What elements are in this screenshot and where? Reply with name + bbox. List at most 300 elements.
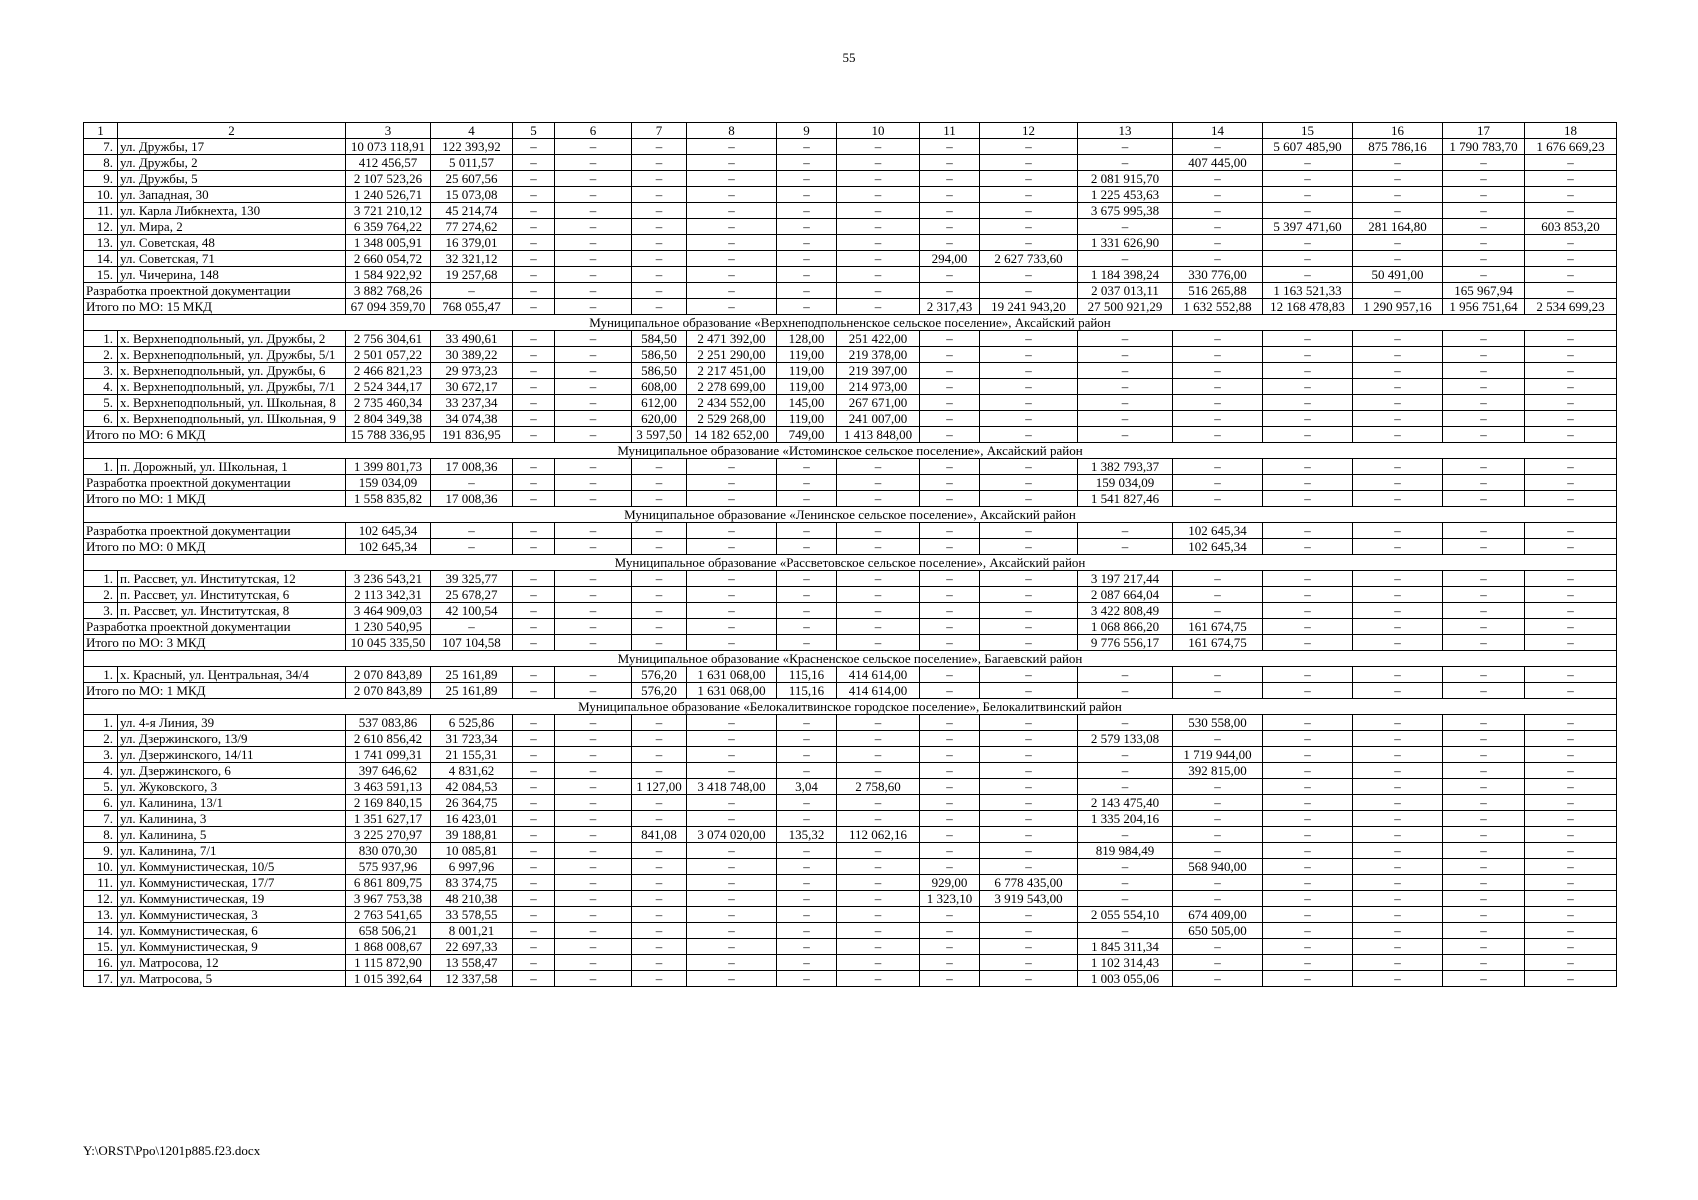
- table-cell: 26 364,75: [431, 795, 513, 811]
- table-cell: –: [1263, 491, 1353, 507]
- table-cell: –: [837, 715, 920, 731]
- table-cell: 2 524 344,17: [346, 379, 431, 395]
- table-cell: –: [632, 747, 687, 763]
- column-header: 18: [1525, 123, 1617, 139]
- table-cell: 2 143 475,40: [1078, 795, 1173, 811]
- table-cell: –: [980, 347, 1078, 363]
- table-cell: –: [777, 235, 837, 251]
- table-cell: –: [837, 539, 920, 555]
- table-cell: 159 034,09: [1078, 475, 1173, 491]
- table-cell: –: [837, 299, 920, 315]
- summary-row: [84, 523, 1617, 539]
- table-cell: –: [1525, 475, 1617, 491]
- table-cell: –: [980, 235, 1078, 251]
- row-number: 3.: [84, 747, 118, 763]
- table-cell: –: [513, 843, 555, 859]
- table-cell: –: [555, 251, 632, 267]
- table-cell: –: [1263, 523, 1353, 539]
- table-cell: –: [920, 939, 980, 955]
- address-cell: х. Верхнеподпольный, ул. Школьная, 8: [118, 395, 346, 411]
- table-cell: –: [1078, 779, 1173, 795]
- table-row: [84, 139, 1617, 155]
- table-cell: –: [555, 395, 632, 411]
- table-cell: –: [1525, 155, 1617, 171]
- table-cell: 1 003 055,06: [1078, 971, 1173, 987]
- table-cell: 13 558,47: [431, 955, 513, 971]
- row-label: Итого по МО: 1 МКД: [84, 683, 346, 699]
- table-cell: –: [837, 587, 920, 603]
- table-cell: 19 257,68: [431, 267, 513, 283]
- table-cell: 31 723,34: [431, 731, 513, 747]
- table-cell: –: [1078, 139, 1173, 155]
- row-label: Разработка проектной документации: [84, 475, 346, 491]
- table-cell: 2 217 451,00: [687, 363, 777, 379]
- table-cell: 1 184 398,24: [1078, 267, 1173, 283]
- table-cell: –: [1353, 939, 1443, 955]
- table-cell: –: [1525, 459, 1617, 475]
- row-number: 11.: [84, 875, 118, 891]
- table-cell: –: [687, 171, 777, 187]
- column-header: 14: [1173, 123, 1263, 139]
- table-cell: –: [1173, 171, 1263, 187]
- table-cell: –: [1525, 747, 1617, 763]
- table-cell: –: [632, 571, 687, 587]
- table-cell: –: [920, 795, 980, 811]
- table-cell: –: [632, 171, 687, 187]
- row-number: 1.: [84, 667, 118, 683]
- row-number: 1.: [84, 715, 118, 731]
- table-cell: –: [980, 619, 1078, 635]
- table-cell: –: [1173, 571, 1263, 587]
- table-cell: –: [1173, 779, 1263, 795]
- table-cell: –: [687, 235, 777, 251]
- table-cell: –: [777, 795, 837, 811]
- row-number: 16.: [84, 955, 118, 971]
- table-cell: –: [632, 763, 687, 779]
- table-cell: –: [1078, 827, 1173, 843]
- table-cell: –: [555, 795, 632, 811]
- table-cell: –: [1443, 955, 1525, 971]
- table-cell: –: [1173, 395, 1263, 411]
- table-cell: –: [1353, 523, 1443, 539]
- table-cell: –: [555, 763, 632, 779]
- table-cell: –: [513, 955, 555, 971]
- table-cell: 1 351 627,17: [346, 811, 431, 827]
- table-cell: 2 169 840,15: [346, 795, 431, 811]
- table-cell: 2 501 057,22: [346, 347, 431, 363]
- table-cell: –: [513, 379, 555, 395]
- table-cell: –: [1173, 811, 1263, 827]
- column-header: 17: [1443, 123, 1525, 139]
- table-cell: –: [632, 923, 687, 939]
- table-cell: –: [1353, 731, 1443, 747]
- table-cell: 1 631 068,00: [687, 683, 777, 699]
- table-cell: –: [632, 955, 687, 971]
- section-title: Муниципальное образование «Красненское сельское поселение», Багаевский район: [84, 651, 1617, 667]
- table-cell: –: [1525, 251, 1617, 267]
- table-cell: –: [555, 955, 632, 971]
- table-cell: –: [777, 139, 837, 155]
- table-cell: –: [1525, 827, 1617, 843]
- table-cell: –: [687, 971, 777, 987]
- table-cell: –: [1078, 155, 1173, 171]
- table-cell: –: [1078, 875, 1173, 891]
- table-cell: –: [777, 811, 837, 827]
- table-cell: 6 861 809,75: [346, 875, 431, 891]
- table-cell: –: [513, 971, 555, 987]
- table-cell: 584,50: [632, 331, 687, 347]
- table-cell: –: [687, 491, 777, 507]
- table-cell: –: [1525, 539, 1617, 555]
- address-cell: ул. Коммунистическая, 17/7: [118, 875, 346, 891]
- table-cell: –: [980, 203, 1078, 219]
- table-cell: –: [777, 955, 837, 971]
- table-cell: –: [513, 667, 555, 683]
- row-label: Итого по МО: 15 МКД: [84, 299, 346, 315]
- table-cell: –: [777, 619, 837, 635]
- address-cell: п. Рассвет, ул. Институтская, 6: [118, 587, 346, 603]
- table-cell: 612,00: [632, 395, 687, 411]
- table-cell: –: [632, 235, 687, 251]
- address-cell: х. Верхнеподпольный, ул. Школьная, 9: [118, 411, 346, 427]
- table-cell: 620,00: [632, 411, 687, 427]
- table-cell: –: [1173, 331, 1263, 347]
- table-row: [84, 811, 1617, 827]
- row-label: Итого по МО: 6 МКД: [84, 427, 346, 443]
- table-cell: –: [777, 587, 837, 603]
- table-cell: –: [1173, 939, 1263, 955]
- table-cell: –: [980, 267, 1078, 283]
- table-cell: –: [980, 139, 1078, 155]
- table-cell: –: [980, 971, 1078, 987]
- table-row: [84, 235, 1617, 251]
- table-cell: –: [920, 811, 980, 827]
- table-cell: –: [632, 155, 687, 171]
- table-cell: –: [1263, 683, 1353, 699]
- row-number: 9.: [84, 843, 118, 859]
- table-cell: –: [1353, 603, 1443, 619]
- table-cell: 161 674,75: [1173, 635, 1263, 651]
- table-cell: –: [632, 219, 687, 235]
- summary-row: [84, 283, 1617, 299]
- table-cell: –: [1525, 491, 1617, 507]
- table-cell: 819 984,49: [1078, 843, 1173, 859]
- table-cell: –: [687, 763, 777, 779]
- table-cell: –: [1443, 683, 1525, 699]
- table-row: [84, 411, 1617, 427]
- address-cell: х. Верхнеподпольный, ул. Дружбы, 2: [118, 331, 346, 347]
- table-cell: –: [1173, 411, 1263, 427]
- table-cell: –: [555, 939, 632, 955]
- table-cell: 2 471 392,00: [687, 331, 777, 347]
- table-cell: –: [1078, 763, 1173, 779]
- table-row: [84, 187, 1617, 203]
- table-cell: 19 241 943,20: [980, 299, 1078, 315]
- table-cell: –: [1263, 251, 1353, 267]
- table-cell: –: [555, 859, 632, 875]
- table-row: [84, 331, 1617, 347]
- table-cell: –: [1353, 187, 1443, 203]
- table-cell: –: [1263, 571, 1353, 587]
- table-cell: 21 155,31: [431, 747, 513, 763]
- table-cell: –: [1173, 235, 1263, 251]
- table-row: [84, 203, 1617, 219]
- table-cell: –: [513, 267, 555, 283]
- table-cell: 45 214,74: [431, 203, 513, 219]
- table-cell: –: [980, 779, 1078, 795]
- table-cell: 2 660 054,72: [346, 251, 431, 267]
- table-cell: 159 034,09: [346, 475, 431, 491]
- address-cell: п. Дорожный, ул. Школьная, 1: [118, 459, 346, 475]
- table-cell: –: [1443, 251, 1525, 267]
- table-cell: –: [1525, 715, 1617, 731]
- table-cell: –: [920, 219, 980, 235]
- table-row: [84, 955, 1617, 971]
- table-cell: 407 445,00: [1173, 155, 1263, 171]
- table-cell: –: [1263, 171, 1353, 187]
- table-cell: –: [920, 587, 980, 603]
- address-cell: ул. Калинина, 13/1: [118, 795, 346, 811]
- table-cell: –: [1263, 187, 1353, 203]
- table-cell: 77 274,62: [431, 219, 513, 235]
- table-cell: –: [1525, 971, 1617, 987]
- row-number: 7.: [84, 811, 118, 827]
- table-cell: –: [632, 907, 687, 923]
- table-cell: –: [1078, 219, 1173, 235]
- table-cell: –: [555, 923, 632, 939]
- table-cell: –: [1443, 203, 1525, 219]
- table-cell: 107 104,58: [431, 635, 513, 651]
- table-cell: –: [1525, 619, 1617, 635]
- row-number: 6.: [84, 411, 118, 427]
- table-cell: –: [1525, 955, 1617, 971]
- table-cell: –: [920, 571, 980, 587]
- table-cell: –: [513, 731, 555, 747]
- column-header: 1: [84, 123, 118, 139]
- address-cell: ул. Дружбы, 2: [118, 155, 346, 171]
- table-cell: –: [980, 411, 1078, 427]
- table-cell: –: [1525, 571, 1617, 587]
- table-cell: –: [920, 619, 980, 635]
- table-cell: 119,00: [777, 411, 837, 427]
- table-cell: –: [1443, 523, 1525, 539]
- table-cell: 251 422,00: [837, 331, 920, 347]
- table-cell: 67 094 359,70: [346, 299, 431, 315]
- table-row: [84, 715, 1617, 731]
- table-cell: –: [837, 971, 920, 987]
- table-cell: –: [513, 923, 555, 939]
- section-header-row: [84, 555, 1617, 571]
- table-cell: –: [777, 267, 837, 283]
- table-cell: –: [513, 539, 555, 555]
- table-cell: –: [980, 475, 1078, 491]
- table-cell: 3 225 270,97: [346, 827, 431, 843]
- table-cell: –: [920, 203, 980, 219]
- table-cell: –: [1078, 859, 1173, 875]
- table-cell: 25 607,56: [431, 171, 513, 187]
- table-cell: –: [777, 859, 837, 875]
- table-cell: –: [1525, 587, 1617, 603]
- table-cell: –: [920, 171, 980, 187]
- table-header-row: [84, 123, 1617, 139]
- table-cell: 2 763 541,65: [346, 907, 431, 923]
- table-cell: 241 007,00: [837, 411, 920, 427]
- table-cell: 3 236 543,21: [346, 571, 431, 587]
- table-cell: –: [920, 859, 980, 875]
- row-number: 14.: [84, 923, 118, 939]
- address-cell: ул. Коммунистическая, 9: [118, 939, 346, 955]
- table-cell: –: [632, 283, 687, 299]
- table-cell: –: [920, 731, 980, 747]
- table-cell: –: [555, 299, 632, 315]
- table-cell: –: [513, 763, 555, 779]
- table-cell: –: [777, 747, 837, 763]
- table-cell: –: [555, 971, 632, 987]
- table-cell: 4 831,62: [431, 763, 513, 779]
- table-cell: –: [1353, 635, 1443, 651]
- table-cell: 25 161,89: [431, 667, 513, 683]
- table-cell: 16 379,01: [431, 235, 513, 251]
- table-cell: 6 359 764,22: [346, 219, 431, 235]
- table-row: [84, 171, 1617, 187]
- table-row: [84, 907, 1617, 923]
- table-cell: –: [837, 219, 920, 235]
- table-cell: –: [980, 491, 1078, 507]
- table-cell: –: [687, 795, 777, 811]
- table-cell: –: [920, 715, 980, 731]
- table-cell: –: [1263, 459, 1353, 475]
- table-cell: 2 434 552,00: [687, 395, 777, 411]
- table-cell: –: [1173, 475, 1263, 491]
- table-cell: –: [837, 251, 920, 267]
- summary-row: [84, 683, 1617, 699]
- table-cell: 1 068 866,20: [1078, 619, 1173, 635]
- table-cell: –: [837, 155, 920, 171]
- table-cell: –: [513, 171, 555, 187]
- table-cell: –: [513, 635, 555, 651]
- address-cell: ул. Жуковского, 3: [118, 779, 346, 795]
- table-cell: –: [513, 891, 555, 907]
- table-cell: –: [687, 523, 777, 539]
- table-cell: –: [1443, 491, 1525, 507]
- table-row: [84, 251, 1617, 267]
- table-cell: –: [1525, 347, 1617, 363]
- table-cell: –: [555, 427, 632, 443]
- table-cell: –: [1525, 603, 1617, 619]
- row-number: 10.: [84, 187, 118, 203]
- row-number: 15.: [84, 267, 118, 283]
- table-cell: –: [513, 235, 555, 251]
- table-cell: 1 382 793,37: [1078, 459, 1173, 475]
- table-cell: 5 397 471,60: [1263, 219, 1353, 235]
- table-cell: –: [555, 907, 632, 923]
- row-number: 6.: [84, 795, 118, 811]
- table-cell: 2 081 915,70: [1078, 171, 1173, 187]
- table-cell: –: [1443, 187, 1525, 203]
- table-cell: –: [1443, 235, 1525, 251]
- table-cell: –: [1353, 971, 1443, 987]
- table-cell: –: [1525, 395, 1617, 411]
- table-cell: 2 627 733,60: [980, 251, 1078, 267]
- table-cell: –: [1443, 635, 1525, 651]
- table-cell: –: [777, 923, 837, 939]
- table-cell: 1 790 783,70: [1443, 139, 1525, 155]
- table-cell: –: [1173, 379, 1263, 395]
- address-cell: ул. Советская, 71: [118, 251, 346, 267]
- table-cell: –: [1443, 603, 1525, 619]
- table-cell: 1 399 801,73: [346, 459, 431, 475]
- table-cell: –: [980, 683, 1078, 699]
- table-cell: –: [1078, 251, 1173, 267]
- table-cell: –: [980, 523, 1078, 539]
- table-cell: –: [513, 347, 555, 363]
- column-header: 13: [1078, 123, 1173, 139]
- table-cell: –: [1525, 763, 1617, 779]
- table-cell: –: [687, 859, 777, 875]
- table-cell: –: [1263, 843, 1353, 859]
- table-cell: –: [837, 491, 920, 507]
- column-header: 6: [555, 123, 632, 139]
- column-header: 7: [632, 123, 687, 139]
- page-number: 55: [842, 50, 856, 65]
- table-cell: –: [1443, 475, 1525, 491]
- table-cell: –: [1263, 395, 1353, 411]
- table-cell: –: [513, 683, 555, 699]
- row-label: Итого по МО: 0 МКД: [84, 539, 346, 555]
- table-cell: –: [1525, 411, 1617, 427]
- table-cell: 3 597,50: [632, 427, 687, 443]
- table-cell: –: [777, 475, 837, 491]
- table-cell: –: [513, 603, 555, 619]
- table-cell: –: [1525, 843, 1617, 859]
- table-cell: –: [687, 251, 777, 267]
- table-cell: –: [920, 363, 980, 379]
- table-cell: –: [1263, 635, 1353, 651]
- table-cell: 608,00: [632, 379, 687, 395]
- table-cell: 1 225 453,63: [1078, 187, 1173, 203]
- table-cell: 2 055 554,10: [1078, 907, 1173, 923]
- table-cell: –: [1173, 139, 1263, 155]
- row-number: 1.: [84, 331, 118, 347]
- table-cell: –: [1353, 235, 1443, 251]
- table-cell: 83 374,75: [431, 875, 513, 891]
- address-cell: ул. Чичерина, 148: [118, 267, 346, 283]
- column-header: 5: [513, 123, 555, 139]
- table-cell: 3 074 020,00: [687, 827, 777, 843]
- row-number: 12.: [84, 219, 118, 235]
- table-cell: 2 579 133,08: [1078, 731, 1173, 747]
- table-cell: –: [1443, 587, 1525, 603]
- table-cell: –: [837, 187, 920, 203]
- table-cell: –: [1078, 411, 1173, 427]
- table-cell: –: [777, 843, 837, 859]
- table-cell: 516 265,88: [1173, 283, 1263, 299]
- table-cell: –: [555, 411, 632, 427]
- table-cell: 414 614,00: [837, 683, 920, 699]
- table-row: [84, 603, 1617, 619]
- row-number: 12.: [84, 891, 118, 907]
- table-cell: –: [687, 139, 777, 155]
- table-cell: –: [632, 203, 687, 219]
- table-cell: –: [632, 635, 687, 651]
- table-cell: –: [1263, 715, 1353, 731]
- table-cell: –: [513, 571, 555, 587]
- table-cell: –: [555, 331, 632, 347]
- table-cell: –: [1173, 459, 1263, 475]
- table-cell: 414 614,00: [837, 667, 920, 683]
- table-cell: 15 073,08: [431, 187, 513, 203]
- table-cell: 50 491,00: [1353, 267, 1443, 283]
